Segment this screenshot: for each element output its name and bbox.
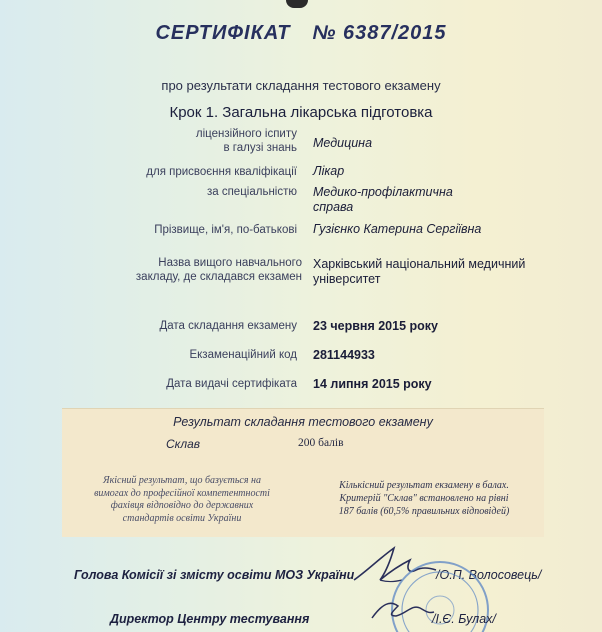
qualitative-note [66,475,298,525]
issue-date-label: Дата видачі сертифіката [166,378,297,390]
institution-value-line-1: Харківський національний медичний [313,257,526,271]
license-value: Медицина [313,136,373,150]
specialty-label: за спеціальністю [206,186,297,198]
name-value: Гузієнко Катерина Сергіївна [313,222,482,236]
head-title: Голова Комісії зі змісту освіти МОЗ України [74,568,355,582]
institution-label-line-1: Назва вищого навчального [158,257,302,269]
quantitative-line-3: 187 балів (60,5% правильних відповідей) [338,506,510,517]
certificate-number: № 6387/2015 [312,22,447,44]
exam-name: Крок 1. Загальна лікарська підготовка [169,104,433,121]
result-status: Склав [166,437,201,451]
emblem-icon [286,0,308,8]
head-name: /О.П. Волосовець/ [436,568,542,582]
qualitative-line-2: вимогах до професійної компетентності [94,487,270,499]
specialty-value-line-1: Медико-профілактична [313,185,453,199]
exam-date-value: 23 червня 2015 року [313,319,438,333]
director-title: Директор Центру тестування [110,612,310,626]
qualitative-line-4: стандартів освіти України [122,512,242,524]
certificate-title [0,22,602,45]
license-label-line-1: ліцензійного іспиту [195,128,297,140]
institution-value-line-2: університет [313,272,381,286]
exam-code-label: Екзаменаційний код [189,349,297,361]
quantitative-line-1: Кількісний результат екзамену в балах. [339,480,509,491]
specialty-value [313,185,453,215]
specialty-value-line-2: справа [313,200,354,214]
qualitative-line-3: фахівця відповідно до державних [110,500,254,511]
license-label-line-2: в галузі знань [223,142,297,154]
qualitative-line-1: Якісний результат, що базується на [103,475,261,486]
institution-label [136,256,302,284]
director-signature-icon [368,594,438,624]
name-label: Прізвище, ім'я, по-батькові [154,224,297,236]
title-word: СЕРТИФІКАТ [155,22,291,44]
issue-date-value: 14 липня 2015 року [313,377,432,391]
exam-date-label: Дата складання екзамену [159,320,297,332]
qualification-label: для присвоєння кваліфікації [146,166,297,178]
result-box [62,408,544,537]
institution-value [313,257,525,287]
qualification-value: Лікар [313,164,345,178]
exam-code-value: 281144933 [313,348,375,362]
result-title: Результат складання тестового екзамену [173,415,433,429]
institution-label-line-2: закладу, де складався екзамен [135,271,302,283]
license-label [196,127,297,155]
director-name: /І.Є. Булах/ [432,612,496,626]
quantitative-note [306,479,542,518]
result-score: 200 балів [298,437,344,449]
quantitative-line-2: Критерій "Склав" встановлено на рівні [339,493,509,504]
certificate-subtitle: про результати складання тестового екзамену [161,78,441,93]
